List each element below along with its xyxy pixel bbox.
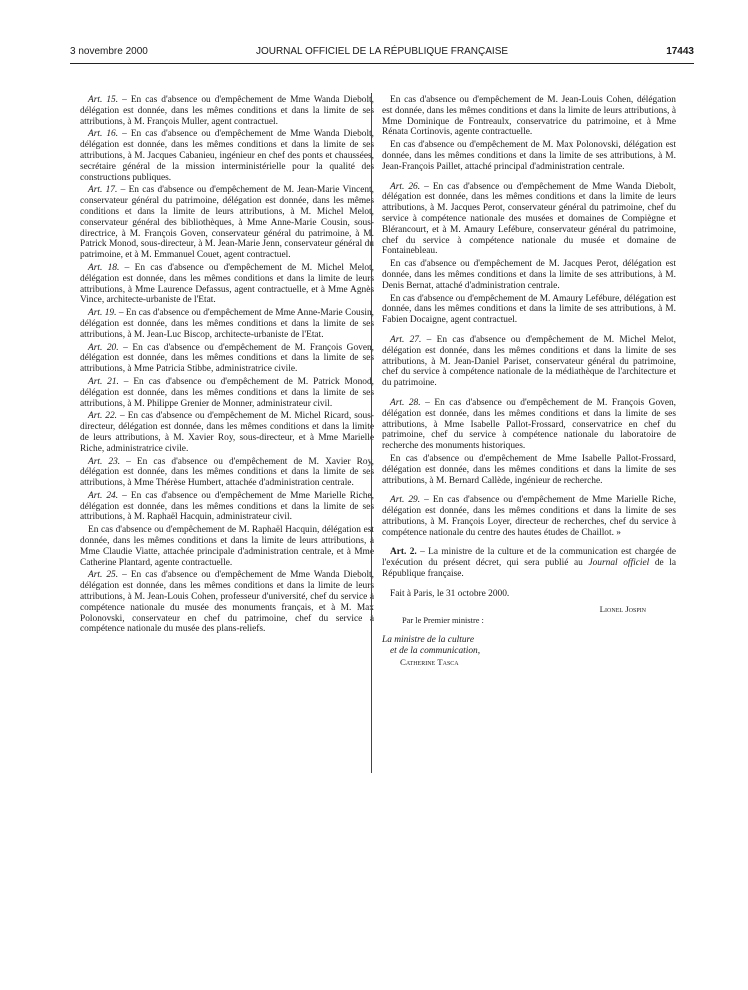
article-2-label: Art. 2. (390, 547, 417, 558)
article-label: Art. 17. (88, 185, 118, 196)
article-paragraph (80, 263, 374, 306)
article-paragraph (80, 570, 374, 635)
article-paragraph (80, 525, 374, 568)
article-paragraph (80, 308, 374, 340)
signature-minister: Catherine Tasca (400, 656, 459, 667)
article-paragraph (80, 343, 374, 375)
article-paragraph (382, 259, 676, 291)
article-text: – En cas d'absence ou d'empêchement de Mme Marielle Riche, délégation est donnée, dans les mêmes conditions et dans la limite de ses attributions, à M. François Loyer, directeur de recherches, chef du service à compétence nationale du centre des hautes études de Chaillot. » (382, 495, 677, 538)
article-label: Art. 27. (390, 334, 422, 345)
header-date: 3 novembre 2000 (70, 46, 148, 57)
article-paragraph (80, 95, 374, 127)
article-2-text-before: – La ministre de la culture et de la communication est chargée de l'exécution du présent décret, qui sera publié au (382, 547, 676, 569)
article-paragraph (80, 491, 374, 523)
article-paragraph (382, 335, 676, 389)
article-paragraph (80, 129, 374, 183)
article-text: – En cas d'absence ou d'empêchement de Mme Wanda Diebolt, délégation est donnée, dans les mêmes conditions et dans la limite de leurs attributions, à M. Jean-Louis Cohen, professeur d'université, chef du service à compétence nationale du musée des monuments français, et à M. Max Polonovski, conservateur en chef du patrimoine, chef du service à compétence nationale du musée des plans-reliefs. (80, 570, 375, 635)
article-text: En cas d'absence ou d'empêchement de M. Raphaël Hacquin, délégation est donnée, dans les mêmes conditions et dans la limite de leurs attributions, à Mme Claudie Viatte, attachée principale d'administration centrale, et à Mme Catherine Plantard, agente contractuelle. (80, 525, 374, 568)
article-label: Art. 23. (88, 456, 121, 467)
article-paragraph (382, 454, 676, 486)
article-paragraph (80, 411, 374, 454)
page-header (70, 46, 694, 60)
article-text: En cas d'absence ou d'empêchement de M. Amaury Lefébure, délégation est donnée, dans les mêmes conditions et dans la limite de ses attributions, à M. Fabien Docaigne, agent contractuel. (382, 293, 676, 326)
column-divider (371, 93, 372, 773)
article-text: – En cas d'absence ou d'empêchement de M. François Goven, délégation est donnée, dans les mêmes conditions et dans la limite de ses attributions, à Mme Patricia Stibbe, administratrice civile. (80, 342, 375, 375)
header-rule (70, 63, 694, 64)
article-text: – En cas d'absence ou d'empêchement de M. François Goven, délégation est donnée, dans les mêmes conditions et dans la limite de ses attributions, à Mme Isabelle Pallot-Frossard, conservatrice en chef du patrimoine, chef du service à compétence nationale du laboratoire de recherche des monuments historiques. (382, 397, 677, 452)
article-text: – En cas d'absence ou d'empêchement de M. Michel Ricard, sous-directeur, délégation est donnée, dans les mêmes conditions et dans la limite de leurs attributions, à M. Xavier Roy, sous-directeur, et à Mme Marielle Riche, administratrice civile. (80, 411, 374, 454)
article-paragraph (382, 182, 676, 258)
article-2 (382, 547, 676, 579)
article-text: – En cas d'absence ou d'empêchement de M. Jean-Marie Vincent, conservateur général du patrimoine, délégation est donnée, dans les mêmes conditions et dans la limite de leurs attributions, à M. Michel Melot, conservateur général des bibliothèques, à Mme Anne-Marie Cousin, sous-directrice, à M. François Goven, conservateur général du patrimoine, à M. Patrick Monod, sous-directeur, à M. Jean-Marie Jenn, conservateur général du patrimoine, et à M. Emmanuel Couet, agent contractuel. (80, 185, 375, 261)
article-label: Art. 15. (88, 95, 119, 105)
article-label: Art. 28. (390, 397, 421, 408)
article-paragraph (382, 294, 676, 326)
article-2-journal-officiel: Journal officiel (588, 558, 650, 569)
article-label: Art. 22. (88, 411, 118, 422)
article-label: Art. 21. (88, 376, 119, 387)
article-label: Art. 29. (390, 495, 421, 506)
fait-a-paris: Fait à Paris, le 31 octobre 2000. (390, 588, 510, 599)
article-text: – En cas d'absence ou d'empêchement de Mme Wanda Diebolt, délégation est donnée, dans les mêmes conditions et dans la limite de ses attributions, à M. François Muller, agent contractuel. (80, 95, 375, 127)
article-paragraph (382, 495, 676, 538)
article-label: Art. 25. (88, 570, 119, 581)
article-label: Art. 24. (88, 490, 119, 501)
article-paragraph (382, 95, 676, 138)
article-label: Art. 20. (88, 342, 119, 353)
signature-prime-minister: Lionel Jospin (599, 603, 646, 614)
minister-title-line-1: La ministre de la culture (382, 635, 475, 646)
article-2-text-after: de la République française. (382, 558, 677, 580)
par-le-premier-ministre: Par le Premier ministre : (402, 616, 484, 626)
article-text: – En cas d'absence ou d'empêchement de Mme Marielle Riche, délégation est donnée, dans les mêmes conditions et dans la limite de ses attributions, à M. Raphaël Hacquin, administrateur civil. (80, 490, 375, 523)
minister-title-line-2: et de la communication, (390, 646, 481, 657)
article-text: – En cas d'absence ou d'empêchement de M. Patrick Monod, délégation est donnée, dans les mêmes conditions et dans la limite de ses attributions, à M. Philippe Grenier de Monner, administrateur civil. (80, 376, 374, 409)
article-paragraph (80, 377, 374, 409)
article-text: – En cas d'absence ou d'empêchement de Mme Anne-Marie Cousin, délégation est donnée, dans les mêmes conditions et dans la limite de ses attributions, à M. Jean-Luc Biscop, architecte-urbaniste de l'Etat. (80, 308, 374, 340)
article-paragraph (382, 398, 676, 452)
article-text: En cas d'absence ou d'empêchement de Mme Isabelle Pallot-Frossard, délégation est donnée, dans les mêmes conditions et dans la limite de ses attributions, à M. Bernard Callède, ingénieur de recherche. (382, 453, 676, 486)
header-title: JOURNAL OFFICIEL DE LA RÉPUBLIQUE FRANÇAISE (255, 46, 509, 57)
header-page-number: 17443 (666, 46, 694, 57)
article-text: – En cas d'absence ou d'empêchement de M. Michel Melot, délégation est donnée, dans les mêmes conditions et dans la limite de ses attributions, à M. Jean-Daniel Pariset, conservateur général du patrimoine, chef du service à compétence nationale de la médiathèque de l'architecture et du patrimoine. (382, 334, 677, 389)
article-text: – En cas d'absence ou d'empêchement de Mme Wanda Diebolt, délégation est donnée, dans les mêmes conditions et dans la limite de leurs attributions, à M. Jacques Perot, conservateur général du patrimoine, chef du service à compétence nationale des musées et domaines de Compiègne et Blérancourt, et à M. Amaury Lefébure, conservateur général du patrimoine, chef du service à compétence nationale du musée et domaine de Fontainebleau. (382, 181, 677, 257)
article-text: – En cas d'absence ou d'empêchement de M. Michel Melot, délégation est donnée, dans les mêmes conditions et dans la limite de leurs attributions, à Mme Laurence Defassus, agent contractuelle, et à Mme Agnès Vince, architecte-urbaniste de l'Etat. (80, 262, 375, 306)
article-paragraph (382, 140, 676, 172)
article-text: En cas d'absence ou d'empêchement de M. Max Polonovski, délégation est donnée, dans les mêmes conditions et dans la limite de ses attributions, à M. Jean-François Paillet, attaché principal d'administration centrale. (382, 140, 676, 172)
article-label: Art. 18. (88, 262, 120, 273)
right-column (382, 95, 676, 668)
article-paragraph (80, 185, 374, 261)
right-column-articles (382, 95, 676, 538)
article-text: – En cas d'absence ou d'empêchement de M. Xavier Roy, délégation est donnée, dans les mêmes conditions et dans la limite de ses attributions, à Mme Thérèse Humbert, attachée d'administration centrale. (80, 456, 375, 489)
article-label: Art. 19. (88, 308, 117, 319)
article-text: – En cas d'absence ou d'empêchement de Mme Wanda Diebolt, délégation est donnée, dans les mêmes conditions et dans la limite de ses attributions, à M. Jacques Cabanieu, ingénieur en chef des ponts et chaussées, secrétaire général de la mission interministérielle pour la qualité des constructions publiques. (80, 129, 375, 183)
article-label: Art. 16. (88, 129, 119, 140)
article-label: Art. 26. (390, 181, 421, 192)
article-text: En cas d'absence ou d'empêchement de M. Jean-Louis Cohen, délégation est donnée, dans les mêmes conditions et dans la limite de leurs attributions, à Mme Dominique de Fontreaulx, conservatrice du patrimoine, et à Mme Rénata Cortinovis, agente contractuelle. (382, 95, 676, 138)
article-paragraph (80, 457, 374, 489)
left-column (80, 95, 374, 637)
article-text: En cas d'absence ou d'empêchement de M. Jacques Perot, délégation est donnée, dans les mêmes conditions et dans la limite de ses attributions, à M. Denis Bernat, attaché d'administration centrale. (382, 259, 676, 291)
